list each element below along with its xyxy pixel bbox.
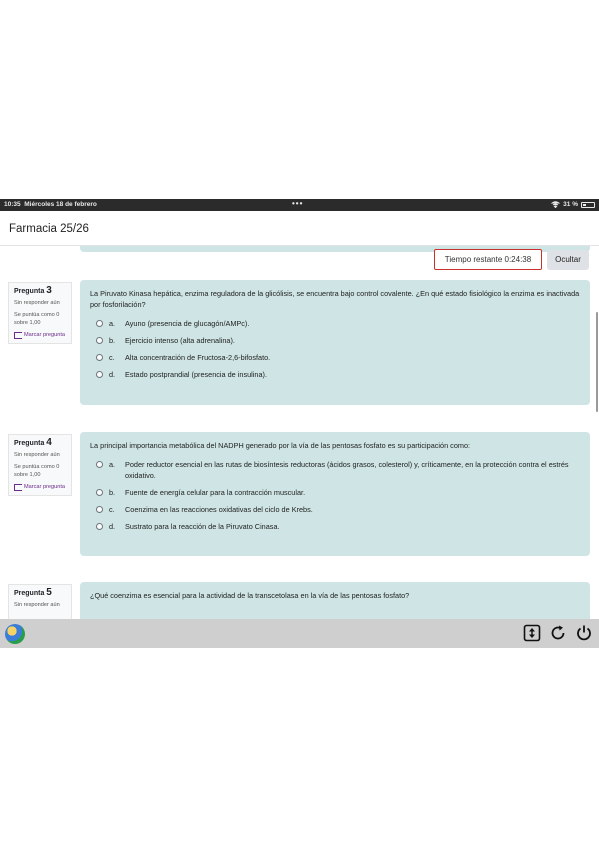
status-bar bbox=[0, 199, 599, 211]
question-box-5 bbox=[80, 582, 590, 619]
course-title[interactable]: Farmacia 25/26 bbox=[9, 223, 89, 235]
question-info-3 bbox=[8, 282, 72, 344]
battery-icon bbox=[581, 202, 595, 208]
flag-icon bbox=[14, 484, 22, 491]
question-text: ¿Qué coenzima es esencial para la actividad de la transcetolasa en la vía de las pentosas fosfato? bbox=[90, 591, 410, 600]
answer-option-a[interactable]: a. Poder reductor esencial en las rutas de biosíntesis reductoras (ácidos grasos, colesterol) y, críticamente, en la protección contra el estrés oxidativo. bbox=[90, 459, 580, 481]
question-box-3 bbox=[80, 280, 590, 405]
radio-button[interactable] bbox=[96, 523, 103, 530]
radio-button[interactable] bbox=[96, 354, 103, 361]
radio-button[interactable] bbox=[96, 371, 103, 378]
answer-option-a[interactable]: a. Ayuno (presencia de glucagón/AMPc). bbox=[90, 318, 580, 329]
question-info-5 bbox=[8, 584, 72, 619]
wifi-icon bbox=[551, 201, 560, 208]
question-label: Pregunta 5 bbox=[14, 587, 52, 598]
flag-icon bbox=[14, 332, 22, 339]
app-logo-icon[interactable] bbox=[5, 624, 25, 644]
quiz-content[interactable] bbox=[0, 246, 599, 619]
power-icon[interactable] bbox=[575, 624, 593, 642]
reload-icon[interactable] bbox=[549, 624, 567, 642]
question-grade: Se puntúa como 0 sobre 1,00 bbox=[14, 312, 60, 326]
question-grade: Se puntúa como 0 sobre 1,00 bbox=[14, 464, 60, 478]
time-remaining: Tiempo restante 0:24:38 bbox=[434, 249, 542, 270]
answer-option-c[interactable]: c. Coenzima en las reacciones oxidativas del ciclo de Krebs. bbox=[90, 504, 580, 515]
flag-question-link[interactable]: Marcar pregunta bbox=[14, 331, 66, 339]
question-text: La Piruvato Kinasa hepática, enzima reguladora de la glicólisis, se encuentra bajo control covalente. ¿En qué estado fisiológico la enzima es inactivada por fosforilación? bbox=[90, 289, 580, 309]
app-header bbox=[0, 211, 599, 246]
rotate-lock-icon[interactable] bbox=[523, 624, 541, 642]
answer-option-b[interactable]: b. Fuente de energía celular para la contracción muscular. bbox=[90, 487, 580, 498]
radio-button[interactable] bbox=[96, 320, 103, 327]
answer-option-d[interactable]: d. Sustrato para la reacción de la Piruvato Cinasa. bbox=[90, 521, 580, 532]
multitask-dots-icon[interactable]: ••• bbox=[292, 199, 304, 208]
bottom-dock bbox=[0, 619, 599, 648]
radio-button[interactable] bbox=[96, 489, 103, 496]
question-state: Sin responder aún bbox=[14, 602, 60, 608]
radio-button[interactable] bbox=[96, 461, 103, 468]
scrollbar[interactable] bbox=[596, 312, 598, 412]
radio-button[interactable] bbox=[96, 506, 103, 513]
status-time: 10:35 Miércoles 18 de febrero bbox=[4, 201, 97, 208]
question-state: Sin responder aún bbox=[14, 300, 60, 306]
question-label: Pregunta 3 bbox=[14, 285, 52, 296]
battery-percent: 31 % bbox=[563, 201, 578, 208]
question-text: La principal importancia metabólica del NADPH generado por la vía de las pentosas fosfato es su participación como: bbox=[90, 441, 471, 450]
question-label: Pregunta 4 bbox=[14, 437, 52, 448]
answer-option-d[interactable]: d. Estado postprandial (presencia de insulina). bbox=[90, 369, 580, 380]
question-info-4 bbox=[8, 434, 72, 496]
dock-controls bbox=[523, 624, 593, 642]
status-right bbox=[551, 201, 595, 208]
answer-option-c[interactable]: c. Alta concentración de Fructosa-2,6-bifosfato. bbox=[90, 352, 580, 363]
flag-question-link[interactable]: Marcar pregunta bbox=[14, 483, 66, 491]
hide-timer-button[interactable]: Ocultar bbox=[547, 250, 589, 270]
question-state: Sin responder aún bbox=[14, 452, 60, 458]
radio-button[interactable] bbox=[96, 337, 103, 344]
question-box-4 bbox=[80, 432, 590, 556]
answer-option-b[interactable]: b. Ejercicio intenso (alta adrenalina). bbox=[90, 335, 580, 346]
